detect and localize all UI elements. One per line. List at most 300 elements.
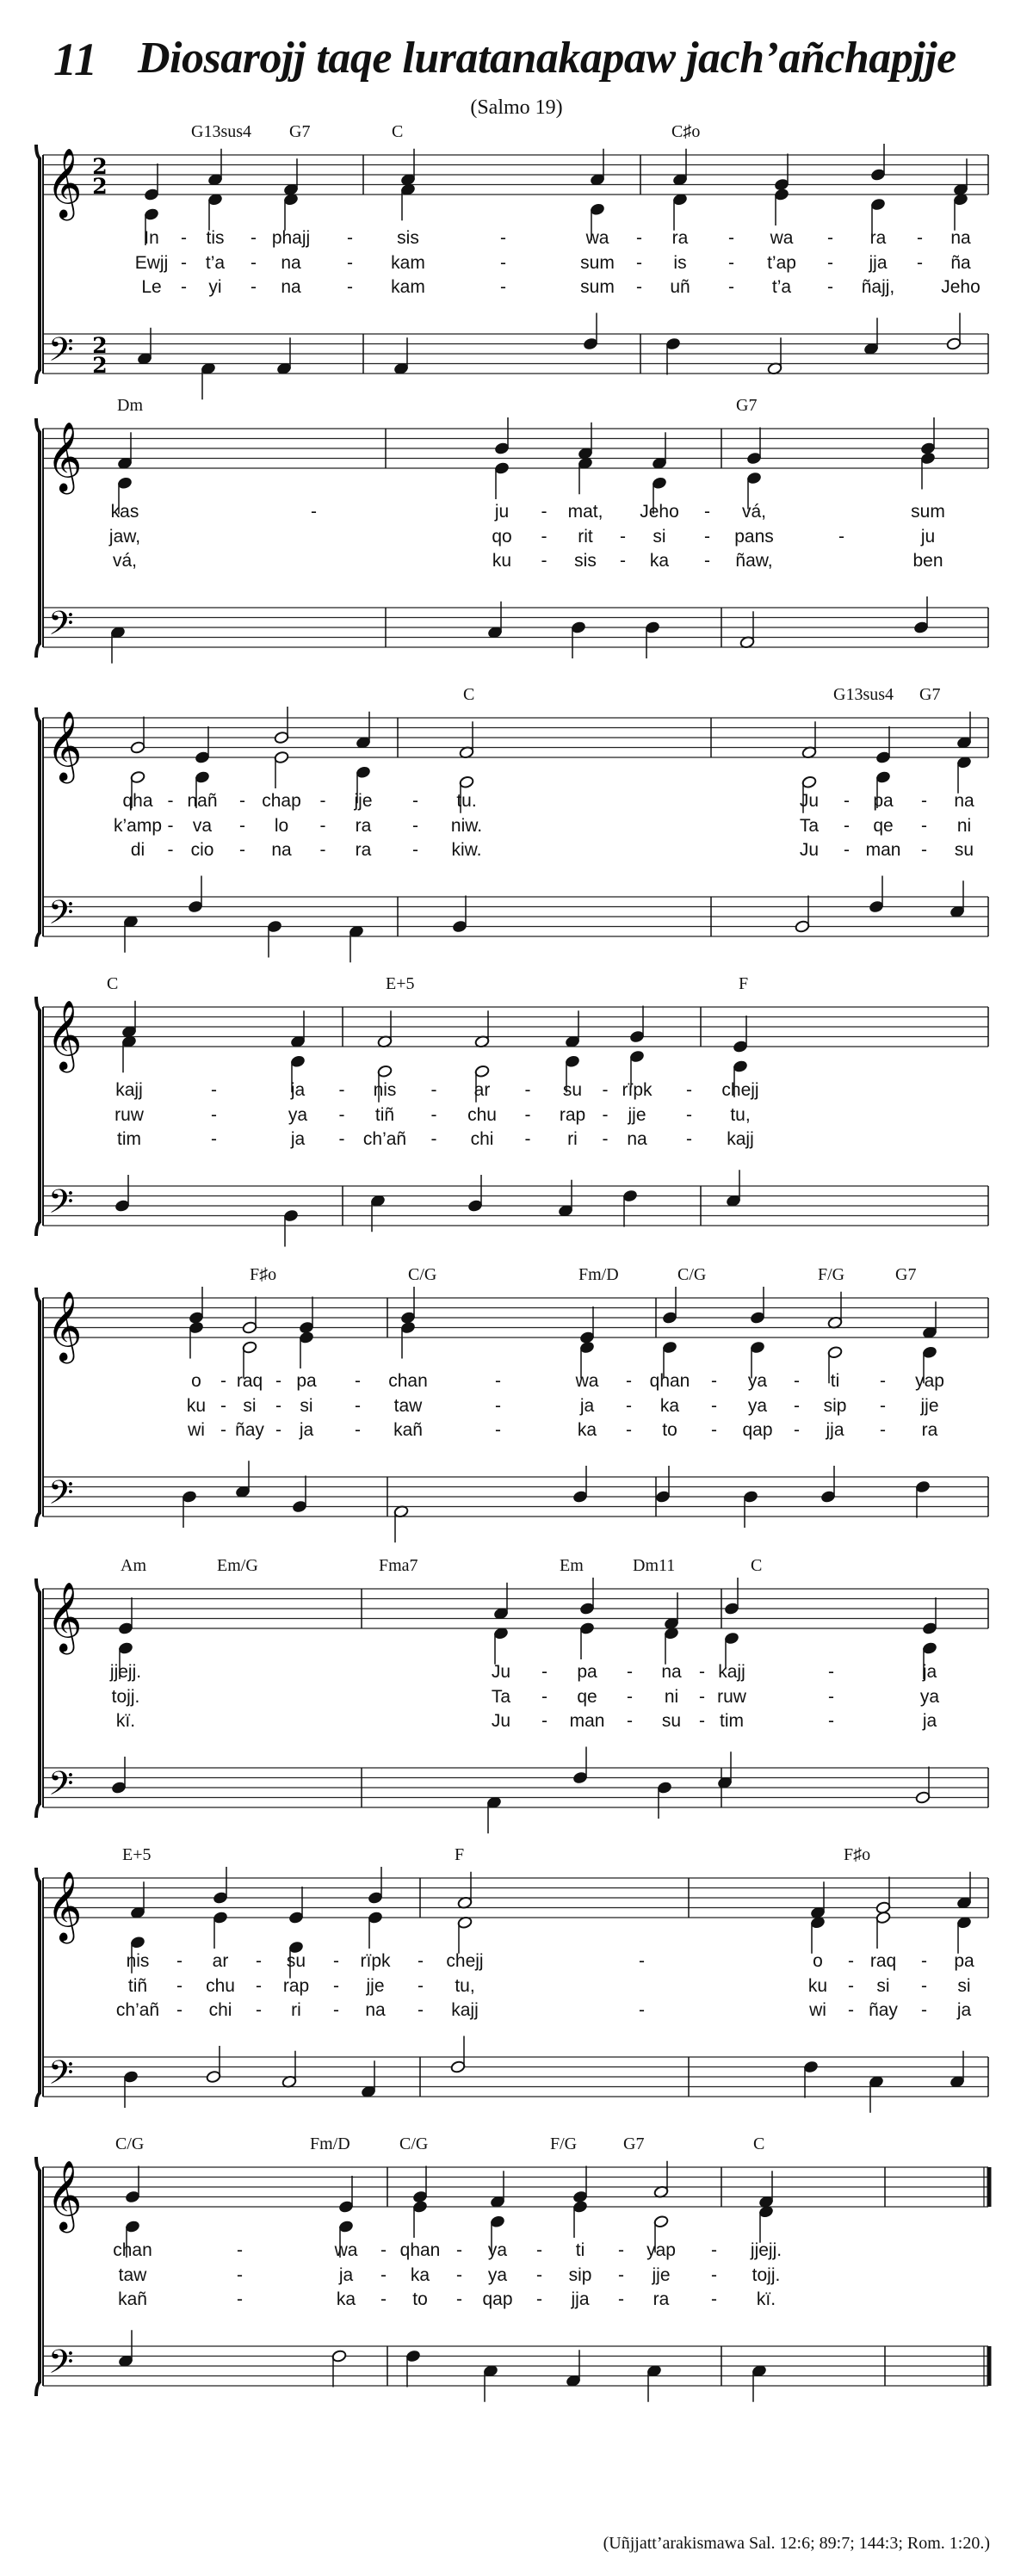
bass-note <box>869 876 884 914</box>
lyric-hyphen: - <box>418 2000 424 2020</box>
lyric-syllable: Ju <box>491 1711 511 1731</box>
system-bracket <box>36 707 43 947</box>
bass-note <box>717 1751 733 1789</box>
bass-note <box>657 1781 672 1819</box>
lyric-syllable: qap <box>742 1420 773 1440</box>
bass-note <box>267 920 282 958</box>
lyric-syllable: kajj <box>115 1080 143 1100</box>
soprano-note <box>338 2176 354 2214</box>
chord-symbol: C/G <box>399 2134 429 2153</box>
lyric-hyphen: - <box>239 816 245 836</box>
treble-clef-icon: 𝄞 <box>46 1290 83 1361</box>
alto-note <box>579 1622 595 1659</box>
chord-symbol: G13sus4 <box>833 685 894 704</box>
alto-note <box>400 183 416 221</box>
lyric-syllable: na <box>281 277 301 297</box>
chord-symbol: Am <box>121 1556 146 1575</box>
music-system-2 <box>0 396 1033 687</box>
lyric-syllable: ya <box>288 1105 308 1125</box>
lyric-syllable: chan <box>388 1371 428 1391</box>
lyric-syllable: ja <box>290 1129 306 1149</box>
bass-note <box>114 1175 130 1213</box>
treble-time-signature <box>92 154 107 199</box>
bass-note <box>583 313 598 351</box>
lyric-hyphen: - <box>541 502 547 522</box>
lyric-hyphen: - <box>794 1396 800 1416</box>
lyric-syllable: na <box>950 228 971 248</box>
lyric-hyphen: - <box>412 791 418 811</box>
lyric-syllable: kajj <box>451 2000 479 2020</box>
lyric-hyphen: - <box>848 2000 854 2020</box>
lyric-syllable: ni <box>664 1687 679 1707</box>
bass-note <box>111 1757 127 1795</box>
soprano-note <box>672 149 688 187</box>
alto-note <box>953 193 968 231</box>
music-system-7 <box>0 1845 1033 2136</box>
bass-clef-icon: 𝄢 <box>48 1764 74 1811</box>
lyric-syllable: ju <box>920 527 936 547</box>
lyric-syllable: tu, <box>730 1105 751 1125</box>
chord-symbol: F/G <box>818 1265 845 1284</box>
lyric-hyphen: - <box>495 1420 501 1440</box>
lyric-syllable: jjejj. <box>750 2240 782 2260</box>
chord-symbol: Fm/D <box>578 1265 619 1284</box>
lyric-syllable: su <box>954 840 974 860</box>
lyric-syllable: ri <box>291 2000 301 2020</box>
lyric-hyphen: - <box>211 1129 217 1149</box>
alto-note <box>810 1916 826 1954</box>
lyric-syllable: chi <box>470 1129 494 1149</box>
soprano-note <box>274 707 289 744</box>
lyric-syllable: ni <box>956 816 972 836</box>
lyric-syllable: sum <box>911 502 945 522</box>
lyric-syllable: chi <box>208 2000 232 2020</box>
bass-note <box>915 1767 931 1805</box>
svg-text:2: 2 <box>92 353 108 378</box>
treble-staff <box>43 718 988 757</box>
lyric-syllable: t’ap <box>767 253 796 273</box>
lyric-hyphen: - <box>541 1662 547 1682</box>
lyric-hyphen: - <box>880 1396 886 1416</box>
chord-symbol: Fma7 <box>379 1556 418 1575</box>
lyric-syllable: wa <box>334 2240 358 2260</box>
lyric-syllable: ka <box>336 2289 356 2309</box>
lyric-hyphen: - <box>256 1951 262 1971</box>
lyric-syllable: phajj <box>271 228 311 248</box>
soprano-note <box>283 158 299 196</box>
lyric-syllable: ja <box>922 1711 937 1731</box>
bass-note <box>913 596 929 634</box>
lyric-syllable: Ta <box>799 816 820 836</box>
chord-symbol: Em/G <box>217 1556 258 1575</box>
lyric-syllable: ra <box>355 816 372 836</box>
lyric-hyphen: - <box>220 1371 226 1391</box>
hymn-number: 11 <box>53 34 98 85</box>
lyric-hyphen: - <box>602 1129 609 1149</box>
bass-clef-icon: 𝄢 <box>48 603 74 651</box>
lyric-syllable: chejj <box>446 1951 484 1971</box>
lyric-syllable: qhan <box>649 1371 690 1391</box>
lyric-hyphen: - <box>921 1951 927 1971</box>
lyric-syllable: ra <box>671 228 689 248</box>
staff-notation <box>0 981 1033 1291</box>
soprano-note <box>242 1297 257 1335</box>
soprano-note <box>653 2161 669 2199</box>
lyric-hyphen: - <box>333 2000 339 2020</box>
soprano-note <box>579 1578 595 1615</box>
bass-note <box>558 1180 573 1218</box>
lyric-syllable: vá, <box>741 502 767 522</box>
chord-symbol: E+5 <box>122 1845 152 1864</box>
bass-note <box>803 2060 819 2098</box>
lyric-hyphen: - <box>618 2240 624 2260</box>
bass-note <box>743 1490 758 1528</box>
lyric-syllable: kiw. <box>451 840 482 860</box>
soprano-note <box>130 717 145 755</box>
lyric-hyphen: - <box>237 2240 243 2260</box>
lyric-syllable: ja <box>338 2265 354 2285</box>
music-system-8 <box>0 2134 1033 2425</box>
lyric-syllable: t’a <box>771 277 792 297</box>
bass-note <box>646 2364 662 2402</box>
lyric-syllable: na <box>281 253 301 273</box>
bass-note <box>235 1461 251 1498</box>
soprano-note <box>920 417 936 455</box>
alto-note <box>283 193 299 231</box>
lyric-hyphen: - <box>347 277 353 297</box>
lyric-syllable: Ju <box>799 840 820 860</box>
lyric-syllable: tojj. <box>752 2265 781 2285</box>
lyric-hyphen: - <box>355 1396 361 1416</box>
alto-note <box>758 2205 774 2243</box>
lyric-hyphen: - <box>827 228 833 248</box>
soprano-note <box>493 1583 509 1621</box>
lyric-hyphen: - <box>524 1105 531 1125</box>
music-system-3 <box>0 685 1033 976</box>
treble-clef-icon: 𝄞 <box>46 147 83 218</box>
music-system-6 <box>0 1556 1033 1847</box>
treble-staff <box>43 429 988 468</box>
lyric-syllable: vá, <box>112 551 138 571</box>
chord-symbol: C <box>463 685 475 704</box>
lyric-hyphen: - <box>430 1080 437 1100</box>
svg-text:2: 2 <box>92 154 108 179</box>
chord-symbol: F♯o <box>844 1845 871 1864</box>
chord-symbol: G7 <box>289 122 311 141</box>
soprano-note <box>117 432 133 470</box>
alto-note <box>207 193 223 231</box>
soprano-note <box>290 1010 306 1048</box>
lyric-syllable: wi <box>188 1420 205 1440</box>
bass-note <box>331 2350 347 2388</box>
lyric-syllable: ja <box>579 1396 595 1416</box>
lyric-hyphen: - <box>921 1976 927 1996</box>
lyric-hyphen: - <box>430 1105 437 1125</box>
soprano-note <box>130 1881 145 1919</box>
lyric-syllable: tis <box>206 228 225 248</box>
lyric-hyphen: - <box>699 1687 705 1707</box>
lyric-syllable: chu <box>206 1976 235 1996</box>
soprano-note <box>459 721 474 759</box>
lyric-syllable: ben <box>912 551 943 571</box>
lyric-syllable: qha <box>122 791 153 811</box>
soprano-note <box>400 149 416 187</box>
lyric-syllable: ch’añ <box>115 2000 160 2020</box>
lyric-hyphen: - <box>711 1371 717 1391</box>
lyric-hyphen: - <box>412 840 418 860</box>
lyric-syllable: ti <box>830 1371 840 1391</box>
soprano-note <box>922 1301 937 1339</box>
lyric-hyphen: - <box>176 1951 182 1971</box>
soprano-note <box>412 2166 428 2204</box>
lyric-syllable: ya <box>487 2265 508 2285</box>
lyric-syllable: rïpk <box>622 1080 653 1100</box>
lyric-hyphen: - <box>627 1662 633 1682</box>
bass-note <box>767 337 782 375</box>
lyric-hyphen: - <box>602 1105 609 1125</box>
lyric-hyphen: - <box>355 1420 361 1440</box>
lyric-hyphen: - <box>176 1976 182 1996</box>
lyric-syllable: Jeho <box>640 502 679 522</box>
hymn-subtitle: (Salmo 19) <box>470 96 563 119</box>
chord-symbol: C/G <box>115 2134 145 2153</box>
lyric-syllable: ya <box>919 1687 940 1707</box>
bass-note <box>665 337 681 375</box>
lyric-syllable: rïpk <box>360 1951 391 1971</box>
soprano-note <box>189 1287 204 1325</box>
bass-note <box>349 925 364 963</box>
lyric-hyphen: - <box>636 228 642 248</box>
bass-note <box>281 2051 297 2089</box>
lyric-syllable: jje <box>366 1976 385 1996</box>
alto-note <box>121 1035 137 1073</box>
soprano-note <box>572 2166 588 2204</box>
lyric-hyphen: - <box>620 527 626 547</box>
lyric-hyphen: - <box>167 816 174 836</box>
lyric-hyphen: - <box>626 1396 632 1416</box>
lyric-syllable: sis <box>397 228 419 248</box>
lyric-hyphen: - <box>220 1420 226 1440</box>
lyric-syllable: jje <box>920 1396 939 1416</box>
lyric-syllable: is <box>673 253 687 273</box>
chord-symbol: Fm/D <box>310 2134 350 2153</box>
lyric-hyphen: - <box>711 2240 717 2260</box>
lyric-syllable: tu, <box>455 1976 475 1996</box>
chord-symbol: Dm <box>117 396 143 415</box>
svg-text:2: 2 <box>92 174 108 199</box>
soprano-note <box>953 158 968 196</box>
lyric-syllable: mat, <box>567 502 603 522</box>
lyric-syllable: jja <box>571 2289 590 2309</box>
lyric-hyphen: - <box>495 1396 501 1416</box>
staff-notation <box>0 2141 1033 2451</box>
chord-symbol: G13sus4 <box>191 122 252 141</box>
chord-symbol: Dm11 <box>633 1556 676 1575</box>
bass-note <box>566 2350 581 2388</box>
lyric-syllable: rap <box>559 1105 586 1125</box>
lyric-hyphen: - <box>524 1129 531 1149</box>
bass-note <box>571 621 586 658</box>
bass-note <box>188 876 203 914</box>
system-bracket <box>36 1578 43 1818</box>
lyric-hyphen: - <box>699 1711 705 1731</box>
lyric-hyphen: - <box>728 228 734 248</box>
lyric-syllable: jje <box>354 791 373 811</box>
lyric-syllable: nis <box>373 1080 397 1100</box>
lyric-syllable: jaw, <box>108 527 141 547</box>
lyric-syllable: In <box>144 228 159 248</box>
soprano-note <box>368 1867 383 1905</box>
lyric-syllable: tu. <box>456 791 477 811</box>
treble-clef-icon: 𝄞 <box>46 710 83 781</box>
lyric-syllable: kam <box>391 253 425 273</box>
bass-note <box>946 313 962 351</box>
lyric-hyphen: - <box>275 1420 281 1440</box>
lyric-hyphen: - <box>536 2265 542 2285</box>
lyric-hyphen: - <box>536 2240 542 2260</box>
bass-clef-icon: 𝄢 <box>48 330 74 377</box>
lyric-syllable: na <box>627 1129 647 1149</box>
lyric-hyphen: - <box>220 1396 226 1416</box>
lyric-hyphen: - <box>456 2240 462 2260</box>
lyric-syllable: ya <box>747 1396 768 1416</box>
lyric-hyphen: - <box>704 551 710 571</box>
lyric-syllable: ja <box>956 2000 972 2020</box>
lyric-hyphen: - <box>711 1420 717 1440</box>
lyric-syllable: na <box>365 2000 386 2020</box>
lyric-syllable: tojj. <box>111 1687 140 1707</box>
bass-clef-icon: 𝄢 <box>48 2342 74 2389</box>
lyric-hyphen: - <box>500 277 506 297</box>
alto-note <box>956 756 972 794</box>
lyric-hyphen: - <box>921 2000 927 2020</box>
bass-note <box>110 626 126 664</box>
soprano-note <box>774 154 789 192</box>
lyric-syllable: ch’añ <box>362 1129 407 1149</box>
lyric-syllable: Ju <box>799 791 820 811</box>
lyric-hyphen: - <box>794 1420 800 1440</box>
lyric-syllable: chejj <box>721 1080 759 1100</box>
bass-staff <box>43 2057 988 2097</box>
soprano-note <box>125 2166 140 2204</box>
bass-note <box>370 1195 386 1232</box>
alto-note <box>875 1911 891 1949</box>
lyric-hyphen: - <box>686 1105 692 1125</box>
bass-note <box>467 1175 483 1213</box>
system-bracket <box>36 997 43 1236</box>
soprano-note <box>400 1287 416 1325</box>
lyric-syllable: lo <box>274 816 289 836</box>
lyric-syllable: qhan <box>399 2240 441 2260</box>
chord-symbol: C <box>392 122 404 141</box>
lyric-hyphen: - <box>618 2289 624 2309</box>
lyric-hyphen: - <box>626 1420 632 1440</box>
lyric-hyphen: - <box>699 1662 705 1682</box>
lyric-syllable: t’a <box>205 253 226 273</box>
alto-note <box>672 193 688 231</box>
lyric-hyphen: - <box>380 2240 387 2260</box>
soprano-note <box>118 1597 133 1635</box>
lyric-hyphen: - <box>541 1687 547 1707</box>
lyric-hyphen: - <box>176 2000 182 2020</box>
lyric-syllable: Ewjj <box>134 253 169 273</box>
lyric-syllable: kañ <box>118 2289 147 2309</box>
lyric-syllable: si <box>243 1396 257 1416</box>
lyric-hyphen: - <box>338 1080 345 1100</box>
lyric-hyphen: - <box>500 253 506 273</box>
bass-note <box>361 2060 376 2098</box>
bass-note <box>869 2075 884 2113</box>
lyric-hyphen: - <box>380 2265 387 2285</box>
lyric-hyphen: - <box>541 1711 547 1731</box>
chord-symbol: C♯o <box>671 122 701 141</box>
lyric-hyphen: - <box>536 2289 542 2309</box>
treble-staff <box>43 1878 988 1918</box>
lyric-syllable: ja <box>922 1662 937 1682</box>
lyric-syllable: ñay <box>869 2000 898 2020</box>
lyric-hyphen: - <box>880 1371 886 1391</box>
lyric-hyphen: - <box>456 2265 462 2285</box>
lyric-syllable: taw <box>393 1396 423 1416</box>
treble-clef-icon: 𝄞 <box>46 421 83 491</box>
lyric-syllable: ra <box>653 2289 670 2309</box>
lyric-syllable: to <box>412 2289 428 2309</box>
lyric-syllable: wa <box>770 228 794 248</box>
lyric-hyphen: - <box>275 1396 281 1416</box>
system-bracket <box>36 145 43 384</box>
bass-clef-icon: 𝄢 <box>48 1182 74 1229</box>
bass-note <box>483 2364 498 2402</box>
lyric-syllable: taw <box>118 2265 147 2285</box>
lyric-syllable: ra <box>355 840 372 860</box>
soprano-note <box>652 432 667 470</box>
lyric-syllable: jja <box>869 253 888 273</box>
bass-clef-icon: 𝄢 <box>48 893 74 940</box>
treble-staff <box>43 1589 988 1628</box>
lyric-hyphen: - <box>827 277 833 297</box>
lyric-syllable: niw. <box>450 816 483 836</box>
lyric-hyphen: - <box>711 2289 717 2309</box>
lyric-hyphen: - <box>639 1951 645 1971</box>
alto-note <box>664 1627 679 1665</box>
lyric-syllable: Ta <box>491 1687 511 1707</box>
lyric-hyphen: - <box>844 816 850 836</box>
lyric-syllable: kam <box>391 277 425 297</box>
bass-staff <box>43 608 988 647</box>
bass-note <box>863 318 879 355</box>
soprano-note <box>801 721 817 759</box>
lyric-syllable: sis <box>574 551 597 571</box>
lyric-syllable: wa <box>575 1371 599 1391</box>
lyric-syllable: ka <box>649 551 670 571</box>
lyric-syllable: ja <box>299 1420 314 1440</box>
lyric-hyphen: - <box>456 2289 462 2309</box>
lyric-syllable: kajj <box>727 1129 754 1149</box>
lyric-syllable: uñ <box>670 277 690 297</box>
lyric-hyphen: - <box>239 840 245 860</box>
lyric-hyphen: - <box>181 228 187 248</box>
lyric-syllable: nis <box>126 1951 150 1971</box>
lyric-hyphen: - <box>319 816 326 836</box>
lyric-syllable: yap <box>915 1371 944 1391</box>
lyric-syllable: rap <box>282 1976 310 1996</box>
lyric-syllable: chu <box>467 1105 497 1125</box>
bass-note <box>622 1189 638 1227</box>
lyric-hyphen: - <box>181 277 187 297</box>
chord-symbol: F <box>739 974 749 993</box>
lyric-syllable: ju <box>494 502 510 522</box>
lyric-hyphen: - <box>418 1976 424 1996</box>
